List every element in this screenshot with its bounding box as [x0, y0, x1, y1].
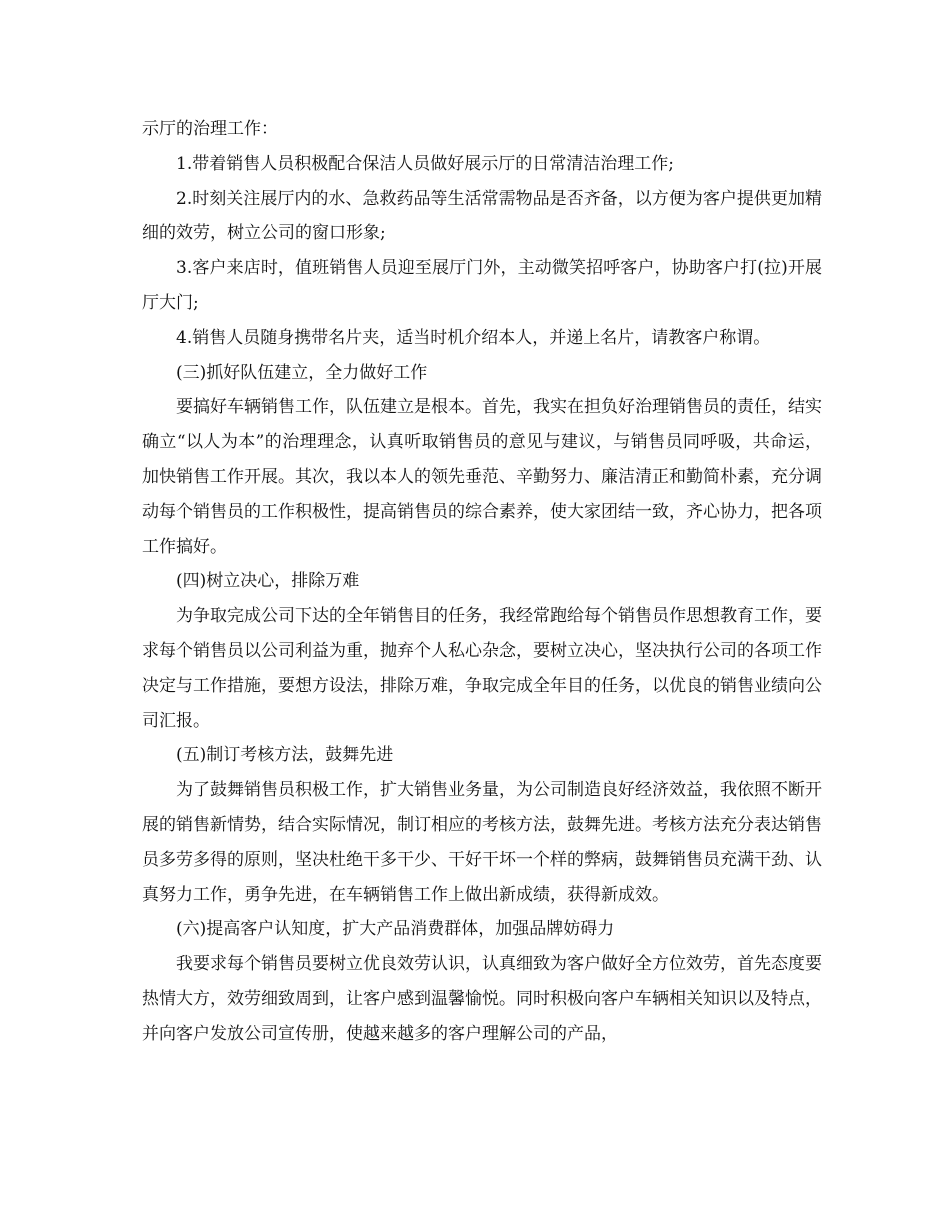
paragraph-1: 示厅的治理工作：: [142, 119, 278, 139]
paragraph-11: 为了鼓舞销售员积极工作，扩大销售业务量，为公司制造良好经济效益，我依照不断开展的销售新情势，结合实际情况，制订相应的考核方法，鼓舞先进。考核方法充分表达销售员多劳多得的原则，坚决杜绝干多干少、干好干坏一个样的弊病，鼓舞销售员充满干劲、认真努力工作，勇争先进，在车辆销售工作上做出新成绩，获得新成效。: [142, 780, 822, 905]
document-body: [142, 112, 822, 1052]
section-heading-6: (六)提高客户认知度，扩大产品消费群体，加强品牌妨碍力: [176, 919, 615, 940]
section-heading-5: (五)制订考核方法，鼓舞先进: [176, 745, 394, 766]
paragraph-13: 我要求每个销售员要树立优良效劳认识，认真细致为客户做好全方位效劳，首先态度要热情大方，效劳细致周到，让客户感到温馨愉悦。同时积极向客户车辆相关知识以及特点，并向客户发放公司宣传册，使越来越多的客户理解公司的产品，: [142, 954, 822, 1044]
section-heading-3: (三)抓好队伍建立，全力做好工作: [176, 362, 428, 383]
section-heading-4: (四)树立决心，排除万难: [176, 571, 360, 592]
paragraph-2: 1.带着销售人员积极配合保洁人员做好展示厅的日常清洁治理工作;: [176, 153, 674, 174]
paragraph-5: 4.销售人员随身携带名片夹，适当时机介绍本人，并递上名片，请教客户称谓。: [176, 327, 771, 348]
paragraph-4: 3.客户来店时，值班销售人员迎至展厅门外，主动微笑招呼客户，协助客户打(拉)开展厅大门;: [142, 258, 822, 313]
paragraph-3: 2.时刻关注展厅内的水、急救药品等生活常需物品是否齐备，以方便为客户提供更加精细的效劳，树立公司的窗口形象;: [142, 188, 822, 244]
paragraph-9: 为争取完成公司下达的全年销售目的任务，我经常跑给每个销售员作思想教育工作，要求每个销售员以公司利益为重，抛弃个人私心杂念，要树立决心，坚决执行公司的各项工作决定与工作措施，要想方设法，排除万难，争取完成全年目的任务，以优良的销售业绩向公司汇报。: [142, 606, 822, 731]
paragraph-7: 要搞好车辆销售工作，队伍建立是根本。首先，我实在担负好治理销售员的责任，结实确立“以人为本”的治理理念，认真听取销售员的意见与建议，与销售员同呼吸，共命运，加快销售工作开展。其次，我以本人的领先垂范、辛勤努力、廉洁清正和勤简朴素，充分调动每个销售员的工作积极性，提高销售员的综合素养，使大家团结一致，齐心协力，把各项工作搞好。: [142, 397, 822, 557]
